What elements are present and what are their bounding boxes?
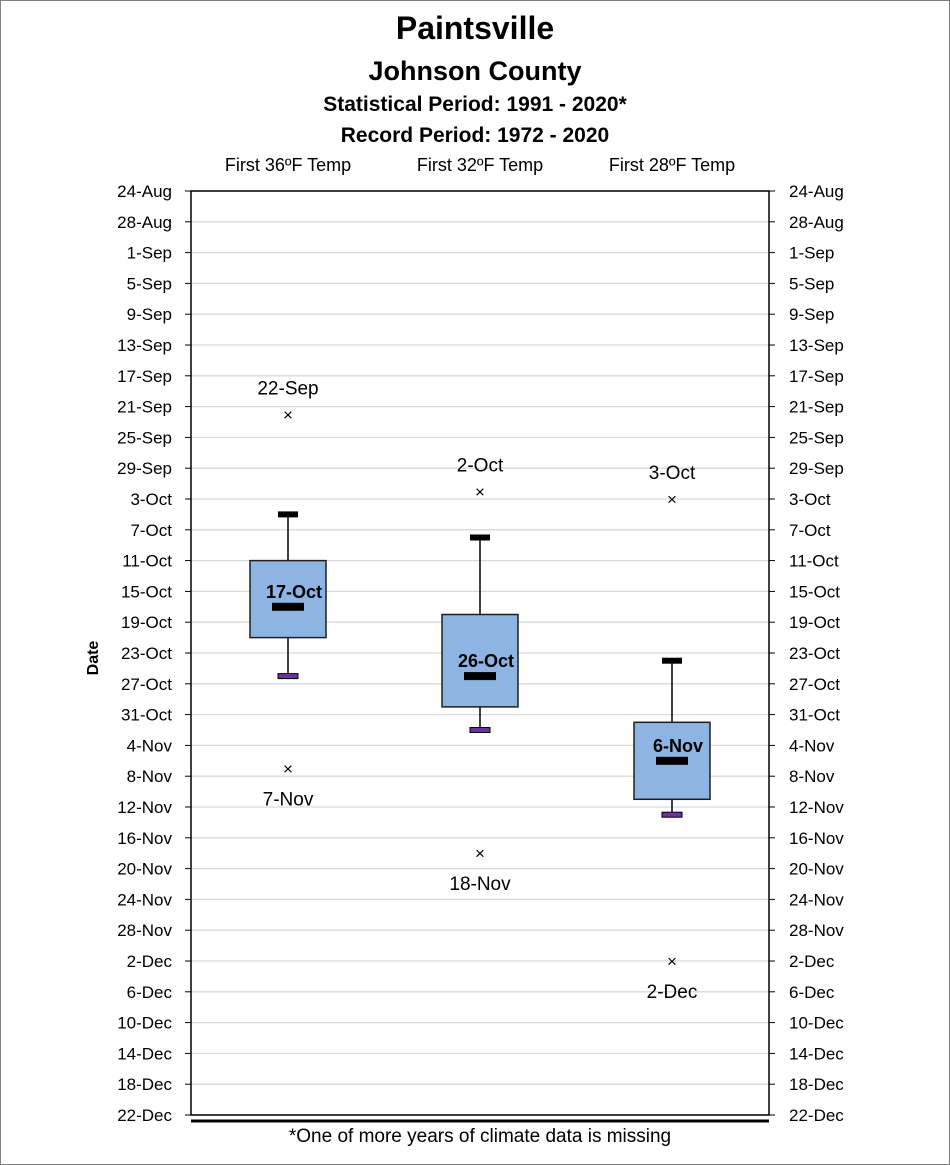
y-tick-label-left: 31-Oct: [120, 705, 172, 725]
record-latest-label: 18-Nov: [449, 874, 511, 896]
y-tick-label-right: 24-Nov: [789, 890, 844, 910]
y-tick-label-left: 5-Sep: [126, 274, 172, 294]
y-tick-label-right: 17-Sep: [789, 366, 844, 386]
y-tick-label-left: 20-Nov: [117, 859, 172, 879]
y-tick-label-left: 17-Sep: [117, 366, 172, 386]
y-tick-label-left: 24-Aug: [117, 182, 172, 201]
record-latest-label: 2-Dec: [646, 982, 698, 1003]
record-earliest-marker: ×: [283, 405, 293, 425]
y-tick-label-left: 21-Sep: [117, 397, 172, 417]
station-title: Paintsville: [395, 10, 555, 46]
y-tick-label-right: 31-Oct: [789, 705, 841, 725]
y-tick-label-right: 9-Sep: [789, 305, 835, 325]
y-tick-label-right: 21-Sep: [789, 397, 844, 417]
record-earliest-marker: ×: [475, 482, 485, 502]
y-tick-label-right: 14-Dec: [789, 1044, 844, 1064]
y-tick-label-left: 18-Dec: [117, 1075, 172, 1095]
record-earliest-marker: ×: [667, 490, 677, 509]
record-latest-marker: ×: [667, 952, 677, 971]
y-tick-label-left: 28-Nov: [117, 921, 172, 941]
y-tick-label-left: 29-Sep: [117, 459, 172, 479]
y-tick-label-left: 7-Oct: [130, 520, 172, 540]
y-tick-label-right: 25-Sep: [789, 428, 844, 448]
y-tick-label-right: 5-Sep: [789, 274, 835, 294]
y-tick-label-right: 6-Dec: [789, 982, 835, 1002]
record-period: Record Period: 1972 - 2020: [340, 124, 610, 147]
y-tick-label-left: 24-Nov: [117, 890, 172, 910]
median-label: 26-Oct: [457, 651, 515, 672]
median-bar: [464, 672, 496, 680]
y-tick-label-right: 29-Sep: [789, 459, 844, 479]
y-tick-label-left: 25-Sep: [117, 428, 172, 448]
footnote: *One of more years of climate data is missing: [288, 1126, 672, 1147]
record-latest-marker: ×: [475, 844, 485, 864]
y-tick-label-right: 24-Aug: [789, 182, 844, 201]
y-tick-label-left: 12-Nov: [117, 798, 172, 817]
y-tick-label-right: 28-Aug: [789, 212, 844, 232]
y-tick-label-left: 15-Oct: [120, 582, 172, 602]
y-tick-label-left: 1-Sep: [126, 243, 172, 263]
y-tick-label-left: 16-Nov: [117, 828, 172, 848]
y-tick-label-left: 23-Oct: [120, 644, 172, 663]
y-tick-label-right: 18-Dec: [789, 1075, 844, 1095]
y-tick-label-left: 22-Dec: [117, 1106, 172, 1125]
y-tick-label-left: 28-Aug: [117, 212, 172, 232]
statistical-period: Statistical Period: 1991 - 2020*: [323, 93, 627, 116]
y-tick-label-left: 4-Nov: [126, 736, 172, 756]
record-earliest-label: 2-Oct: [456, 455, 504, 477]
y-tick-label-right: 20-Nov: [789, 859, 844, 879]
y-tick-label-left: 19-Oct: [120, 613, 172, 633]
whisker-cap-early: [278, 511, 298, 517]
whisker-cap-late: [278, 674, 298, 679]
median-label: 6-Nov: [652, 735, 704, 756]
y-tick-label-right: 3-Oct: [789, 490, 831, 509]
y-tick-label-right: 10-Dec: [789, 1013, 844, 1033]
y-tick-label-right: 12-Nov: [789, 798, 844, 817]
y-axis-label: Date: [85, 640, 102, 676]
category-label: First 32ºF Temp: [416, 155, 544, 175]
y-tick-label-right: 27-Oct: [789, 674, 841, 694]
y-tick-label-right: 15-Oct: [789, 582, 841, 602]
y-tick-label-left: 8-Nov: [126, 767, 172, 787]
y-tick-label-left: 13-Sep: [117, 336, 172, 355]
y-tick-label-left: 10-Dec: [117, 1013, 172, 1033]
y-tick-label-left: 9-Sep: [126, 305, 172, 325]
county-title: Johnson County: [368, 56, 582, 86]
y-tick-label-right: 23-Oct: [789, 644, 841, 663]
y-tick-label-right: 16-Nov: [789, 828, 844, 848]
whisker-cap-late: [470, 728, 490, 733]
whisker-cap-early: [470, 535, 490, 541]
y-tick-label-right: 4-Nov: [789, 736, 835, 756]
category-label: First 28ºF Temp: [608, 155, 736, 175]
record-earliest-label: 22-Sep: [257, 378, 319, 400]
category-label: First 36ºF Temp: [224, 155, 352, 175]
y-tick-label-right: 28-Nov: [789, 921, 844, 941]
median-bar: [272, 603, 304, 611]
record-latest-label: 7-Nov: [262, 789, 314, 811]
median-label: 17-Oct: [265, 581, 323, 602]
y-tick-label-right: 11-Oct: [789, 551, 839, 571]
y-tick-label-right: 22-Dec: [789, 1106, 844, 1125]
record-latest-marker: ×: [283, 759, 293, 779]
y-tick-label-left: 3-Oct: [130, 490, 172, 509]
y-tick-label-right: 7-Oct: [789, 520, 831, 540]
y-tick-label-right: 2-Dec: [789, 952, 835, 971]
y-tick-label-left: 6-Dec: [126, 982, 172, 1002]
y-tick-label-left: 14-Dec: [117, 1044, 172, 1064]
whisker-cap-late: [662, 812, 682, 817]
y-tick-label-right: 19-Oct: [789, 613, 841, 633]
y-tick-label-left: 27-Oct: [120, 674, 172, 694]
median-bar: [656, 757, 688, 765]
y-tick-label-right: 8-Nov: [789, 767, 835, 787]
y-tick-label-left: 2-Dec: [126, 952, 172, 971]
whisker-cap-early: [662, 658, 682, 664]
y-tick-label-left: 11-Oct: [122, 551, 172, 571]
y-tick-label-right: 1-Sep: [789, 243, 835, 263]
y-tick-label-right: 13-Sep: [789, 336, 844, 355]
record-earliest-label: 3-Oct: [648, 463, 696, 484]
